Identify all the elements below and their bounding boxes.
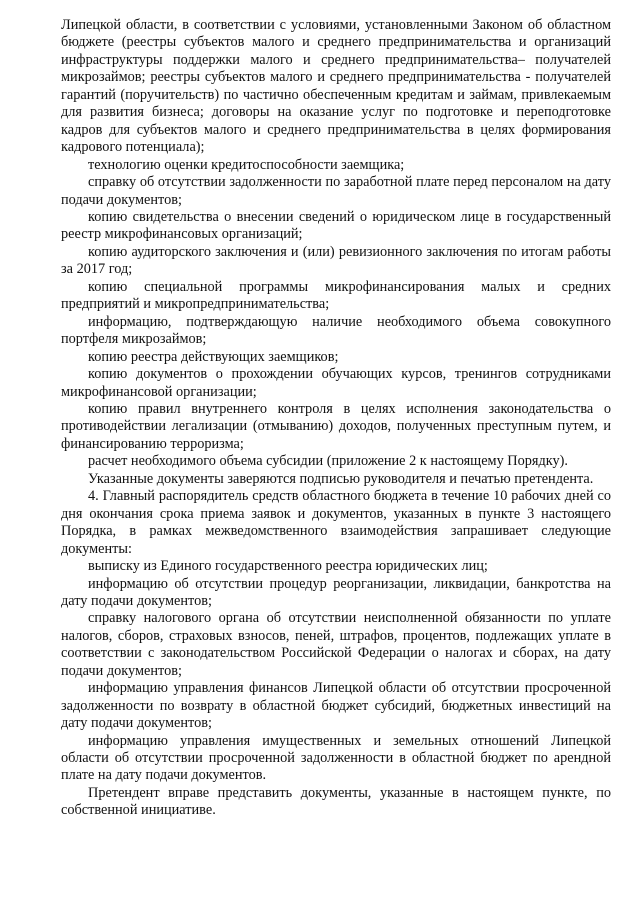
- list-item-salary-debt-certificate: справку об отсутствии задолженности по заработной плате перед персоналом на дату подачи документов;: [61, 174, 611, 208]
- list-item-training-documents: копию документов о прохождении обучающих курсов, тренингов сотрудниками микрофинансовой организации;: [61, 366, 611, 400]
- list-item-finance-dept-info: информацию управления финансов Липецкой области об отсутствии просроченной задолженности по возврату в областной бюджет субсидий, бюджетных инвестиций на дату подачи документов;: [61, 680, 611, 732]
- list-item-tax-certificate: справку налогового органа об отсутствии неисполненной обязанности по уплате налогов, сборов, страховых взносов, пеней, штрафов, процентов, подлежащих уплате в соответствии с законодательством Российской Федерации о налогах и сборах, на дату подачи документов;: [61, 610, 611, 679]
- list-item-audit-report: копию аудиторского заключения и (или) ревизионного заключения по итогам работы за 2017 год;: [61, 243, 611, 278]
- list-item-mfo-registry-certificate: копию свидетельства о внесении сведений о юридическом лице в государственный реестр микрофинансовых организаций;: [61, 208, 611, 243]
- paragraph-certification: Указанные документы заверяются подписью руководителя и печатью претендента.: [88, 470, 594, 487]
- paragraph-own-initiative: Претендент вправе представить документы, указанные в настоящем пункте, по собственной инициативе.: [61, 784, 611, 819]
- list-item-credit-assessment: технологию оценки кредитоспособности заемщика;: [88, 156, 405, 173]
- list-item-borrowers-registry: копию реестра действующих заемщиков;: [88, 348, 339, 365]
- list-item-internal-control-rules: копию правил внутреннего контроля в целях исполнения законодательства о противодействии легализации (отмыванию) доходов, полученных преступным путем, и финансированию терроризма;: [61, 400, 611, 452]
- list-item-no-reorganization-info: информацию об отсутствии процедур реорганизации, ликвидации, банкротства на дату подачи документов;: [61, 575, 611, 609]
- paragraph-section-4: 4. Главный распорядитель средств областного бюджета в течение 10 рабочих дней со дня окончания срока приема заявок и документов, указанных в пункте 3 настоящего Порядка, в рамках межведомственного взаимодействия запрашивает следующие документы:: [61, 488, 611, 557]
- list-item-egrul-extract: выписку из Единого государственного реестра юридических лиц;: [88, 558, 488, 575]
- list-item-property-dept-info: информацию управления имущественных и земельных отношений Липецкой области об отсутствии просроченной задолженности в областной бюджет по арендной плате на дату подачи документов.: [61, 732, 611, 784]
- list-item-subsidy-calculation: расчет необходимого объема субсидии (приложение 2 к настоящему Порядку).: [88, 453, 569, 470]
- paragraph-continuation: Липецкой области, в соответствии с условиями, установленными Законом об областном бюджете (реестры субъектов малого и среднего предпринимательства и организаций инфраструктуры поддержки малого и среднего предпринимательства– получателей микрозаймов; реестры субъектов малого и среднего предпринимательства - получателей гарантий (поручительств) по частично обеспеченным кредитам и займам, привлекаемым для развития бизнеса; договоры на оказание услуг по подготовке и переподготовке кадров для субъектов малого и среднего предпринимательства в целях формирования кадрового потенциала);: [61, 17, 611, 156]
- list-item-portfolio-info: информацию, подтверждающую наличие необходимого объема совокупного портфеля микрозаймов;: [61, 313, 611, 348]
- list-item-microfinance-program: копию специальной программы микрофинансирования малых и средних предприятий и микропредпринимательства;: [61, 278, 611, 313]
